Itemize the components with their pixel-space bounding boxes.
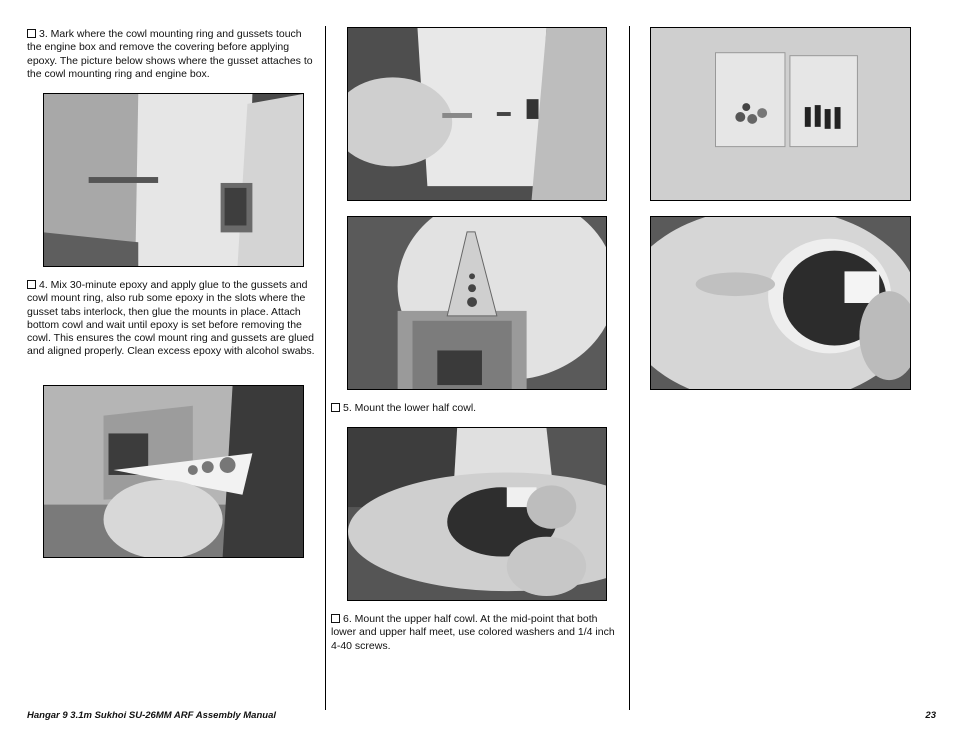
column-divider-left <box>325 26 326 710</box>
photo-gusset-tab <box>347 27 607 201</box>
step-5-checkbox[interactable] <box>331 403 340 412</box>
photo-upper-cowl <box>650 216 911 390</box>
photo-lower-cowl <box>347 427 607 601</box>
step-6-label: 6. Mount the upper half cowl. At the mid-point that both lower and upper half meet, use colored washers and 1/4 inch 4-40 screws. <box>331 613 615 652</box>
step-6-checkbox[interactable] <box>331 614 340 623</box>
step-5-label: 5. Mount the lower half cowl. <box>343 402 477 414</box>
photo-epoxy-gusset <box>43 385 304 558</box>
step-3-label: 3. Mark where the cowl mounting ring and gussets touch the engine box and remove the covering before applying epoxy. The picture below shows where the gusset attaches to the cowl mounting ring and engine box. <box>27 28 313 80</box>
step-4-checkbox[interactable] <box>27 280 36 289</box>
step-4-text <box>27 279 319 359</box>
step-5-text <box>331 402 623 415</box>
photo-gusset-marking <box>43 93 304 267</box>
step-3-text <box>27 28 319 81</box>
step-3-checkbox[interactable] <box>27 29 36 38</box>
step-4-label: 4. Mix 30-minute epoxy and apply glue to the gussets and cowl mount ring, also rub some epoxy in the slots where the gusset tabs interlock, then glue the mounts in place. Attach bottom cowl and wait until epoxy is set before removing the cowl. This ensures the cowl mount ring and gussets are glued and aligned properly. Clean excess epoxy with alcohol swabs. <box>27 279 315 358</box>
column-divider-right <box>629 26 630 710</box>
step-6-text <box>331 613 623 653</box>
footer-manual-title: Hangar 9 3.1m Sukhoi SU-26MM ARF Assembly Manual <box>27 710 276 721</box>
photo-washers-screws <box>650 27 911 201</box>
footer-page-number: 23 <box>925 710 936 721</box>
photo-cowl-ring-gusset <box>347 216 607 390</box>
